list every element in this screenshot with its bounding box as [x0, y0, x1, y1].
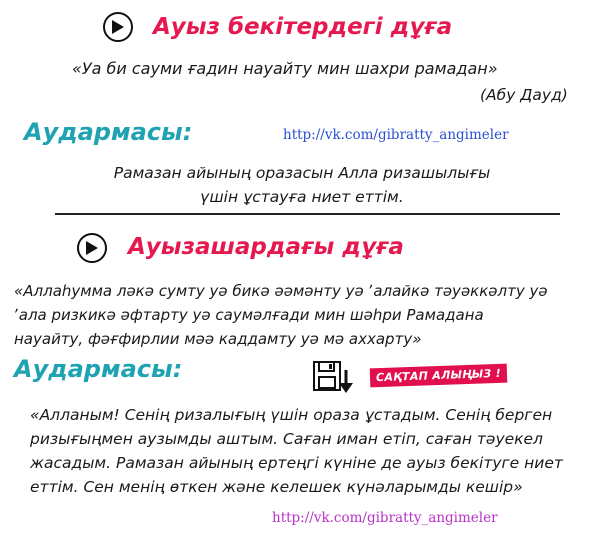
section2-quote-line1: «Аллаһумма ләкә сумту уә бикә әәмәнту уә ʼалайкә тәуәккәлту уә — [14, 282, 548, 300]
section2-translation-line2: ризығыңмен аузымды аштым. Саған иман етіп, саған тәуекел — [30, 430, 543, 448]
play-circle-icon — [77, 233, 107, 263]
section2-translation-line3: жасадым. Рамазан айының ертеңгі күніне де ауыз бекітуге ниет — [30, 454, 563, 472]
section2-translation-line1: «Алланым! Сенің ризалығың үшін ораза ұстадым. Сенің берген — [30, 406, 553, 424]
section2-quote-line3: науайту, фәғфирлии мәә каддамту уә мә аххарту» — [14, 330, 422, 348]
section2-translation-line4: еттім. Сен менің өткен және келешек күнәларымды кешір» — [30, 478, 523, 496]
section1-source: (Абу Дауд) — [480, 86, 568, 104]
section2-translation-label: Аудармасы: — [14, 355, 183, 383]
play-circle-icon — [103, 12, 133, 42]
section1-link[interactable]: http://vk.com/gibratty_angimeler — [283, 127, 509, 143]
section1-translation-line2: үшін ұстауға ниет еттім. — [200, 188, 404, 206]
divider — [55, 213, 560, 215]
save-download-icon[interactable] — [312, 360, 356, 396]
section2-quote-line2: ʼала ризкикә әфтарту уә саумәлғади мин шәһри Рамадана — [14, 306, 484, 324]
section1-translation-line1: Рамазан айының оразасын Алла ризашылығы — [113, 164, 491, 182]
section2-link[interactable]: http://vk.com/gibratty_angimeler — [272, 510, 498, 526]
save-badge: САҚТАП АЛЫҢЫЗ ! — [370, 364, 508, 388]
section1-quote: «Уа би сауми ғадин науайту мин шахри рамадан» — [72, 59, 498, 78]
section2-heading: Ауызашардағы дұға — [128, 234, 404, 260]
section1-heading: Ауыз бекітердегі дұға — [153, 14, 453, 40]
section1-translation-label: Аудармасы: — [24, 118, 193, 146]
